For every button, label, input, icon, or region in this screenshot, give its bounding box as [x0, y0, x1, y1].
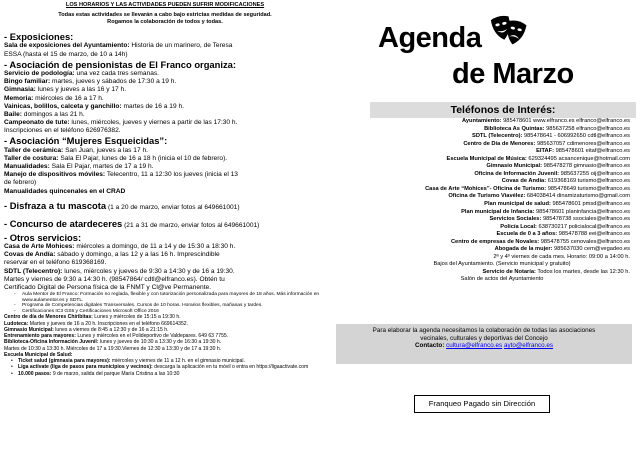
contact-line: Oficina de Información Juvenil: 985637255 oij@elfranco.es: [474, 170, 630, 177]
contact-line: Biblioteca As Quintas: 985637258 elfranco@elfranco.es: [484, 125, 630, 132]
list-item: - Aula Mentor de El Franco: Formación no reglada, flexible y con tutorización personalizada para mayores de 18 años. Más información en www.aulamentor.es y SDTL.: [22, 292, 326, 303]
list-item: • 10.000 pasos: 9 de marzo, salida del parque María Cristina a las 10:30: [18, 371, 326, 377]
section-mujeres: - Asociación “Mujeres Esqueicidas”:: [4, 135, 168, 147]
franqueo-box: Franqueo Pagado sin Dirección: [414, 395, 550, 413]
memoria-line: Memoria: miércoles de 16 a 17 h.: [4, 94, 104, 102]
contact-line: Bajos del Ayuntamiento. (Servicio municipal y gratuito): [433, 261, 571, 268]
gimnasia-line: Gimnasia: lunes y jueves a las 16 y 17 h.: [4, 86, 127, 94]
podologia-line: Servicio de podología: una vez cada tres semanas.: [4, 70, 160, 78]
telefonos-heading: Teléfonos de Interés:: [370, 102, 636, 118]
concurso-line: - Concurso de atardeceres (21 a 31 de marzo, enviar fotos al 649661001): [4, 217, 260, 229]
covas-line-2: reservar en el teléfono 619368169.: [4, 259, 107, 267]
crad-line: Manualidades quincenales en el CRAD: [4, 187, 126, 195]
list-item: • Liga activate (liga de pasos para municipios y vecinos): descarga la aplicación en tu móvil o entra en https://ligaactivate.com: [18, 364, 326, 370]
manualidades-line: Manualidades: Sala El Pajar, martes de 17 a 19 h.: [4, 163, 154, 171]
contact-line: Oficina de Turismo Viavélez: 684038414 dinamizaturismo@gmail.com: [448, 193, 630, 200]
contact-line: Salón de actos del Ayuntamiento: [460, 276, 544, 283]
sdtl-line-3: Certificado Digital de Persona física de la FNMT y Cl@ve Permanente.: [4, 283, 212, 291]
left-column: [4, 2, 326, 448]
notice-title: LOS HORARIOS Y LAS ACTIVIDADES PUEDEN SUFRIR MODIFICACIONES: [65, 2, 265, 8]
title-marzo: de Marzo: [452, 58, 574, 90]
contact-line: Abogada de la mujer: 985637030 cem@vegadeo.es: [494, 246, 630, 253]
contact-line: Servicios Sociales: 985478738 ssociales@elfranco.es: [489, 216, 630, 223]
gimnasio-line: Gimnasio Municipal: lunes a viernes de 8:45 a 12:30 y de 16 a 21:15 h.: [4, 326, 169, 333]
ceramica-line: Taller de cerámica: San Juan, jueves a las 17 h.: [4, 146, 148, 154]
notice-line-1: Todas estas actividades se llevarán a cabo bajo estrictas medidas de seguridad.: [58, 12, 272, 18]
contact-line: Servicio de Notaría: Todos los martes, desde las 12:30 h.: [482, 268, 630, 275]
salud-list: [18, 358, 326, 377]
section-otros: - Otros servicios:: [4, 231, 82, 243]
contact-line: Casa de Arte “Mohices”- Oficina de Turismo: 985478649 turismo@elfranco.es: [425, 185, 630, 192]
covas-line: Covas de Andía: sábado y domingo, a las 12 y a las 16 h. Imprescindible: [4, 251, 220, 259]
contact-line: Covas de Andía: 619368169 turismo@elfranco.es: [501, 178, 630, 185]
email-cultura-link[interactable]: cultura@elfranco.es: [446, 342, 503, 350]
contact-line: Centro de empresas de Novales: 985478755 cenovales@elfranco.es: [450, 238, 630, 245]
collab-line-2: vecinales, culturales y deportivas del Concejo: [420, 334, 548, 342]
biblioteca-line: Biblioteca-Oficina Información Juvenil: lunes y jueves de 10:30 a 13:30 y de 16:30 a 19:30 h.: [4, 339, 222, 346]
list-item: - Certificaciones IC3 GS5 y Certificaciones Microsoft Office 2016: [22, 309, 326, 315]
disfraza-line: - Disfraza a tu mascota (1 a 20 de marzo, enviar fotos al 649661001): [4, 199, 240, 211]
expo-line: Sala de exposiciones del Ayuntamiento: Historia de un marinero, de Teresa: [4, 42, 233, 50]
bingo-line: Bingo familiar: martes, jueves y sábados de 17:30 a 19 h.: [4, 78, 177, 86]
list-item: - Programa de Competencias digitales Transversales. Cursos de 10 horas. Horarios flexibles, mañanas y tardes.: [22, 303, 326, 309]
contact-line: Escuela Municipal de Música: 629324495 acsancenique@hotmail.com: [446, 155, 630, 162]
contact-line: Policía Local: 638730217 policialocal@elfranco.es: [500, 223, 630, 230]
collab-line-1: Para elaborar la agenda necesitamos la colaboración de todas las asociaciones: [372, 327, 596, 334]
baile-line: Baile: domingos a las 21 h.: [4, 110, 85, 118]
contact-line: Centro de Día de Menores: 985637057 cdimenores@elfranco.es: [463, 140, 630, 147]
tute-line: Campeonato de tute: lunes, miércoles, jueves y viernes a partir de las 17:30 h.: [4, 119, 238, 127]
costura-line: Taller de costura: Sala El Pajar, lunes de 16 a 18 h (inicia el 10 de febrero).: [4, 154, 228, 162]
sdtl-line-2: Martes y viernes de 9:30 a 14:30 h. (98547864/ cdtl@elfranco.es). Obtén tu: [4, 275, 225, 283]
collab-contact: Contacto: cultura@elfranco.es ayto@elfranco.es: [414, 342, 554, 350]
contacts-list: [334, 118, 630, 284]
title-agenda: Agenda: [378, 22, 482, 54]
notice-block: [4, 2, 326, 26]
expo-line-2: ESSA (hasta el 15 de marzo, de 10 a 14h): [4, 50, 128, 58]
biblioteca-line-2: Martes de 10:30 a 13:30 h. Miércoles de 17 a 19:30.Viernes de 12:30 a 13:30 y de 17 a 19:30 h.: [4, 345, 222, 352]
sdtl-line: SDTL (Telecentro): lunes, miércoles y jueves de 9:30 a 14:30 y de 16 a 19:30.: [4, 267, 235, 275]
section-pensionistas: - Asociación de pensionistas de El Franco organiza:: [4, 58, 236, 70]
contact-line: 2ª y 4º viernes de cada mes. Horario: 09:00 a 14:00 h.: [493, 253, 630, 260]
salud-heading: Escuela Municipal de Salud:: [4, 351, 73, 358]
contact-line: SDTL (Telecentro): 985478641 - 606992650 cdtl@elfranco.es: [472, 133, 630, 140]
contact-line: Gimnasio Municipal: 985478278 gimnasio@elfranco.es: [486, 163, 630, 170]
right-column: [334, 2, 636, 448]
entrenamiento-line: Entrenamiento para mayores: Lunes y miércoles en el Polideportivo de Valdepares. 649 63 7755.: [4, 333, 229, 340]
contact-line: EITAF: 985478601 eitaf@elfranco.es: [536, 148, 630, 155]
notice-line-2: Rogamos la colaboración de todos y todas.: [107, 19, 223, 25]
email-ayto-link[interactable]: ayto@elfranco.es: [503, 342, 554, 350]
contact-line: Plan municipal de salud: 985478601 pmsd@elfranco.es: [484, 201, 630, 208]
vainicas-line: Vainicas, bolillos, calceta y ganchillo: martes de 16 a 19 h.: [4, 102, 184, 110]
section-exposiciones: - Exposiciones:: [4, 31, 74, 42]
collaboration-box: [336, 324, 632, 364]
contact-line: Plan municipal de Infancia: 985478601 planinfancia@elfranco.es: [461, 208, 630, 215]
sdtl-list: [22, 292, 326, 314]
dispositivos-line: Manejo de dispositivos móviles: Telecentro, 11 a 12:30 los jueves (inicia el 13: [4, 171, 238, 179]
contact-line: Escuela de 0 a 3 años: 985478788 eei@elfranco.es: [496, 231, 630, 238]
theatre-masks-icon: [490, 14, 528, 50]
mohices-line: Casa de Arte Mohices: miércoles a domingo, de 11 a 14 y de 15:30 a 18:30 h.: [4, 243, 236, 251]
list-item: • Ticket salud (gimnasia para mayores): miércoles y viernes de 11 a 12 h. en el gimnasio municipal.: [18, 358, 326, 364]
centro-dia-line: Centro de día de Menores Chiribitas: Lunes y miércoles de 15:15 a 19:30 h.: [4, 314, 181, 321]
contact-line: Ayuntamiento: 985478601 www.elfranco.es elfranco@elfranco.es: [461, 118, 630, 124]
dispositivos-line-2: de febrero): [4, 179, 37, 187]
tute-line-2: Inscripciones en el teléfono 626976382.: [4, 127, 121, 135]
ludoteca-line: Ludoteca: Martes y jueves de 16 a 20 h. Inscripciones en el teléfono 669614352.: [4, 320, 189, 327]
